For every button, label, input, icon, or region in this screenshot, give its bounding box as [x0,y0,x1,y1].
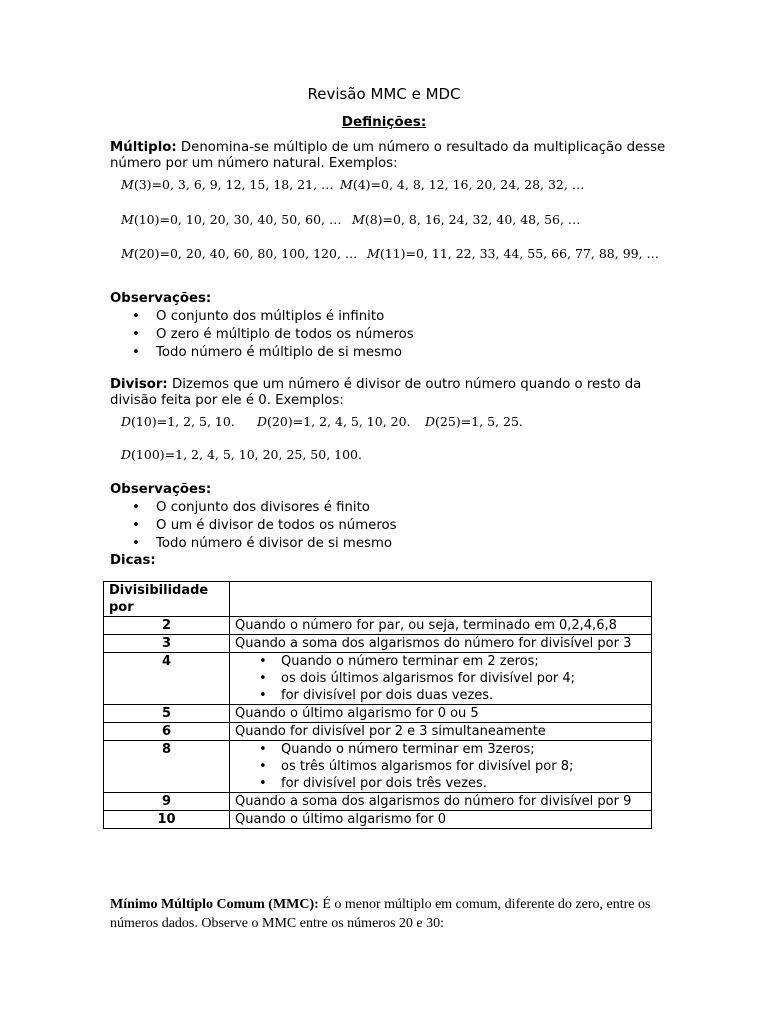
row-bullets [230,653,652,705]
dicas-title: Dicas: [110,553,156,568]
row-number: 6 [104,723,230,741]
multiplo-example-2: M(4)=0, 4, 8, 12, 16, 20, 24, 28, 32, … [340,177,585,192]
multiplo-example-3: M(10)=0, 10, 20, 30, 40, 50, 60, … [121,212,342,227]
row-number: 9 [104,793,230,811]
table-row [104,723,652,741]
multiplo-example-5: M(20)=0, 20, 40, 60, 80, 100, 120, … [121,246,358,261]
divisor-definition [110,377,670,409]
divisor-example-4: D(100)=1, 2, 4, 5, 10, 20, 25, 50, 100. [121,447,362,462]
list-item: • O zero é múltiplo de todos os números [110,326,414,344]
row-text: Quando a soma dos algarismos do número for divisível por 9 [230,793,652,811]
multiplo-example-1: M(3)=0, 3, 6, 9, 12, 15, 18, 21, … [121,177,334,192]
row-number: 8 [104,741,230,793]
table-row [104,653,652,705]
row-text: Quando o último algarismo for 0 [230,811,652,829]
table-row [104,793,652,811]
row-text: Quando a soma dos algarismos do número for divisível por 3 [230,635,652,653]
row-number: 5 [104,705,230,723]
table-header-row [104,582,652,617]
row-number: 3 [104,635,230,653]
divisor-example-1: D(10)=1, 2, 5, 10. [121,414,235,429]
multiplo-text: Denomina-se múltiplo de um número o resultado da multiplicação desse número por um número natural. Exemplos: [110,140,666,171]
divisibility-table [103,581,652,829]
table-row [104,617,652,635]
row-number: 4 [104,653,230,705]
list-item: • Todo número é divisor de si mesmo [110,535,397,553]
obs1-list [110,308,414,362]
multiplo-label: Múltiplo: [110,140,177,155]
divisor-text: Dizemos que um número é divisor de outro número quando o resto da divisão feita por ele é 0. Exemplos: [110,377,642,408]
mmc-definition [110,895,658,933]
page-title: Revisão MMC e MDC [307,85,461,103]
list-item: • Todo número é múltiplo de si mesmo [110,344,414,362]
divisor-label: Divisor: [110,377,168,392]
divisor-example-2: D(20)=1, 2, 4, 5, 10, 20. [257,414,411,429]
list-item: • os três últimos algarismos for divisível por 8; [235,758,646,775]
list-item: • for divisível por dois três vezes. [235,775,646,792]
row-text: Quando for divisível por 2 e 3 simultaneamente [230,723,652,741]
table-row [104,741,652,793]
table-row [104,705,652,723]
list-item: • os dois últimos algarismos for divisível por 4; [235,670,646,687]
table-row [104,811,652,829]
divisor-example-3: D(25)=1, 5, 25. [425,414,523,429]
multiplo-definition [110,140,670,172]
table-header: Divisibilidade por [104,582,230,617]
row-bullets [230,741,652,793]
list-item: • O conjunto dos múltiplos é infinito [110,308,414,326]
table-row [104,635,652,653]
multiplo-example-6: M(11)=0, 11, 22, 33, 44, 55, 66, 77, 88, 99, … [367,246,660,261]
obs1-title: Observações: [110,291,212,306]
row-number: 10 [104,811,230,829]
list-item: • for divisível por dois duas vezes. [235,687,646,704]
list-item: • Quando o número terminar em 3zeros; [235,741,646,758]
list-item: • O conjunto dos divisores é finito [110,499,397,517]
list-item: • O um é divisor de todos os números [110,517,397,535]
obs2-title: Observações: [110,482,212,497]
table-header-empty [230,582,652,617]
multiplo-example-4: M(8)=0, 8, 16, 24, 32, 40, 48, 56, … [352,212,581,227]
obs2-list [110,499,397,553]
row-text: Quando o último algarismo for 0 ou 5 [230,705,652,723]
list-item: • Quando o número terminar em 2 zeros; [235,653,646,670]
section-subtitle: Definições: [341,114,427,130]
row-number: 2 [104,617,230,635]
mmc-label: Mínimo Múltiplo Comum (MMC): [110,897,319,912]
row-text: Quando o número for par, ou seja, terminado em 0,2,4,6,8 [230,617,652,635]
mmc-text: É o menor múltiplo em comum, diferente do zero, entre os números dados. Observe o MMC entre os números 20 e 30: [110,897,651,931]
